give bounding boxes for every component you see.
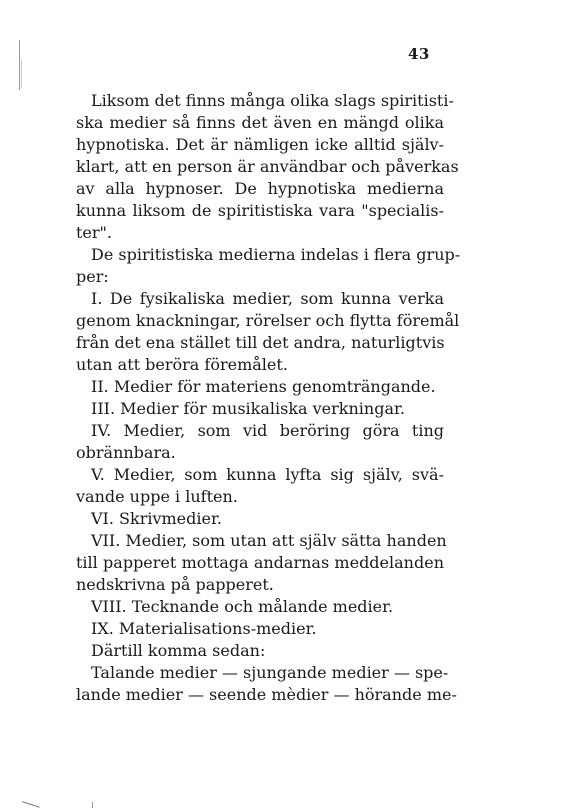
text-line: obrännbara. xyxy=(76,443,176,462)
text-line: III. Medier för musikaliska verkningar. xyxy=(91,399,405,418)
bottom-edge-stroke xyxy=(22,801,39,808)
text-line: VI. Skrivmedier. xyxy=(91,509,222,528)
text-line: nedskrivna på papperet. xyxy=(76,575,274,594)
text-line: VII. Medier, som utan att själv sätta handen xyxy=(91,531,447,550)
text-line: vande uppe i luften. xyxy=(76,487,238,506)
bottom-edge-tick xyxy=(92,802,97,808)
text-line: från det ena stället till det andra, naturligtvis xyxy=(76,333,445,352)
text-line: genom knackningar, rörelser och flytta föremål xyxy=(76,311,460,330)
text-line: per: xyxy=(76,267,109,286)
text-line: ska medier så finns det även en mängd olika xyxy=(76,113,444,132)
text-line: Därtill komma sedan: xyxy=(91,641,266,660)
text-line: Talande medier — sjungande medier — spe- xyxy=(91,663,449,682)
text-line: Liksom det finns många olika slags spiritisti- xyxy=(91,91,454,110)
text-line: IX. Materialisations-medier. xyxy=(91,619,317,638)
text-line: lande medier — seende mèdier — hörande me- xyxy=(76,685,457,704)
text-line: V. Medier, som kunna lyfta sig själv, svä- xyxy=(91,465,444,484)
text-line: IV. Medier, som vid beröring göra ting xyxy=(91,421,444,440)
text-line: utan att beröra föremålet. xyxy=(76,355,288,374)
text-line: klart, att en person är användbar och påverkas xyxy=(76,157,459,176)
page-number: 43 xyxy=(408,45,430,63)
text-line: VIII. Tecknande och målande medier. xyxy=(91,597,394,616)
text-line: II. Medier för materiens genomträngande. xyxy=(91,377,436,396)
text-line: ter". xyxy=(76,223,112,242)
text-line: av alla hypnoser. De hypnotiska medierna xyxy=(76,179,444,198)
left-edge-mark xyxy=(19,40,20,90)
text-line: till papperet mottaga andarnas meddelanden xyxy=(76,553,444,572)
bottom-edge-marks xyxy=(0,794,576,812)
left-edge-mark-faint xyxy=(21,60,22,88)
text-line: kunna liksom de spiritistiska vara "specialis- xyxy=(76,201,444,220)
text-line: hypnotiska. Det är nämligen icke alltid själv- xyxy=(76,135,444,154)
text-line: De spiritistiska medierna indelas i flera grup- xyxy=(91,245,461,264)
text-line: I. De fysikaliska medier, som kunna verka xyxy=(91,289,444,308)
